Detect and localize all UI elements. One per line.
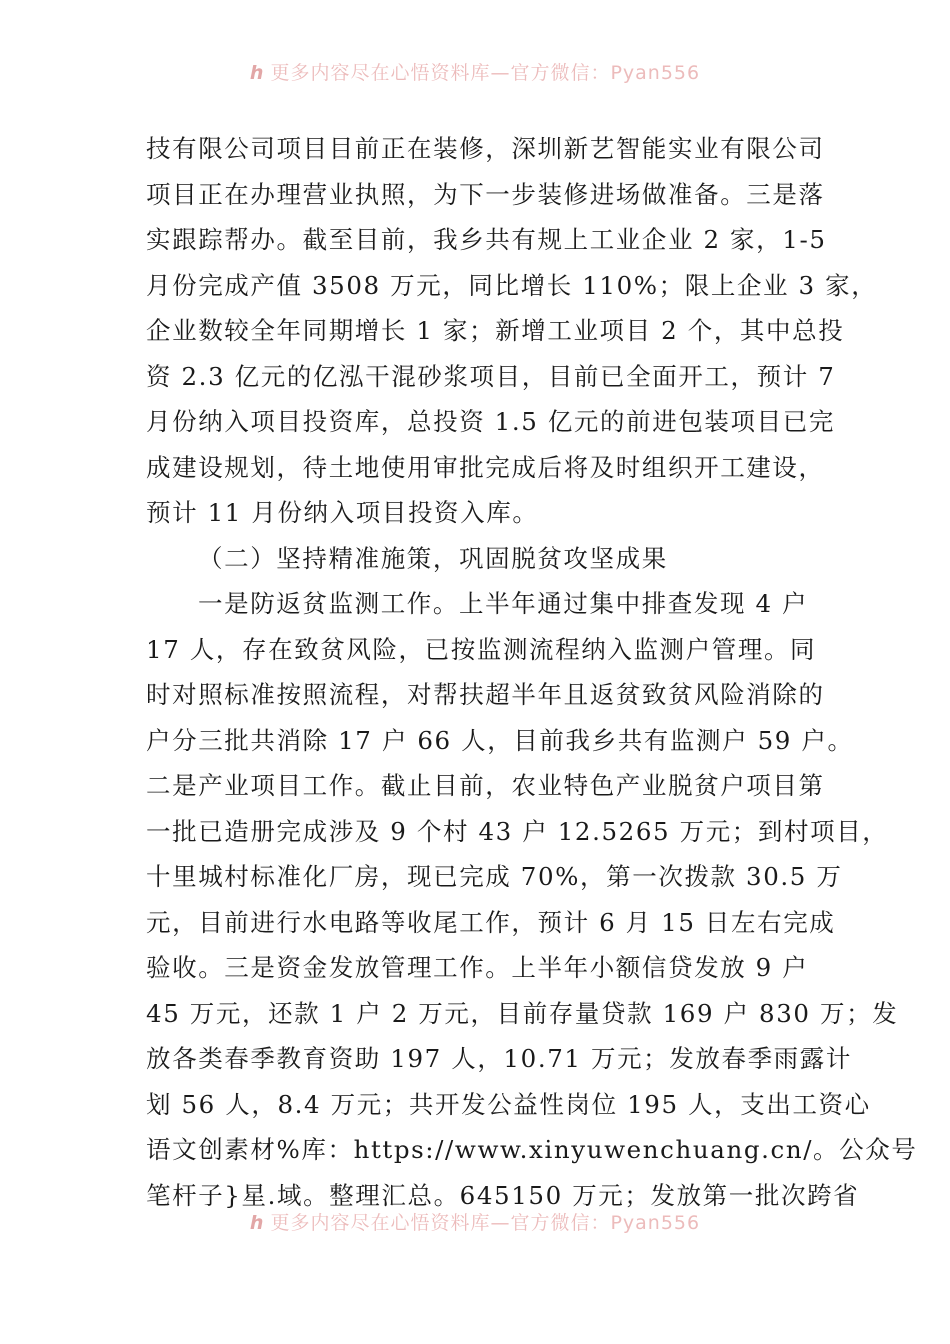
watermark-logo-icon: h [249,1212,265,1234]
text-line: 月份纳入项目投资库，总投资 1.5 亿元的前进包装项目已完 [146,407,835,436]
watermark-text: 更多内容尽在心悟资料库—官方微信：Pyan556 [270,1212,701,1234]
watermark-footer [0,1208,950,1235]
text-line: 一是防返贫监测工作。上半年通过集中排查发现 4 户 [198,589,809,618]
watermark-header [0,58,950,85]
watermark-logo-icon: h [249,62,265,84]
text-line: 45 万元，还款 1 户 2 万元，目前存量贷款 169 户 830 万；发 [146,998,899,1028]
text-line: 技有限公司项目目前正在装修，深圳新艺智能实业有限公司 [146,134,825,163]
text-line: 实跟踪帮办。截至目前，我乡共有规上工业企业 2 家，1-5 [146,225,827,254]
text-line: 放各类春季教育资助 197 人，10.71 万元；发放春季雨露计 [146,1044,852,1073]
text-line: 元，目前进行水电路等收尾工作，预计 6 月 15 日左右完成 [146,907,836,937]
text-line: 时对照标准按照流程，对帮扶超半年且返贫致贫风险消除的 [146,680,825,709]
text-line: 资 2.3 亿元的亿泓干混砂浆项目，目前已全面开工，预计 7 [146,361,836,391]
section-heading: （二）坚持精准施策，巩固脱贫攻坚成果 [198,543,668,573]
text-line: 一批已造册完成涉及 9 个村 43 户 12.5265 万元；到村项目， [146,816,889,846]
text-line: 17 人，存在致贫风险，已按监测流程纳入监测户管理。同 [146,634,817,664]
text-line: 项目正在办理营业执照，为下一步装修进场做准备。三是落 [146,179,825,209]
document-body [146,126,918,1218]
text-line: 验收。三是资金发放管理工作。上半年小额信贷发放 9 户 [146,953,809,982]
text-line: 户分三批共消除 17 户 66 人，目前我乡共有监测户 59 户。 [146,725,854,755]
text-line: 月份完成产值 3508 万元，同比增长 110%；限上企业 3 家， [146,270,878,300]
watermark-text: 更多内容尽在心悟资料库—官方微信：Pyan556 [270,62,701,84]
text-line: 笔杆子}星.域。整理汇总。645150 万元；发放第一批次跨省 [146,1180,860,1210]
text-line: 语文创素材%库：https://www.xinyuwenchuang.cn/。公众号 [146,1135,918,1164]
text-line: 划 56 人，8.4 万元；共开发公益性岗位 195 人，支出工资心 [146,1089,871,1119]
text-line: 企业数较全年同期增长 1 家；新增工业项目 2 个，其中总投 [146,316,845,345]
text-line: 十里城村标准化厂房，现已完成 70%，第一次拨款 30.5 万 [146,862,843,891]
text-line: 预计 11 月份纳入项目投资入库。 [146,498,539,527]
text-line: 成建设规划，待土地使用审批完成后将及时组织开工建设， [146,452,825,482]
text-line: 二是产业项目工作。截止目前，农业特色产业脱贫户项目第 [146,771,825,800]
